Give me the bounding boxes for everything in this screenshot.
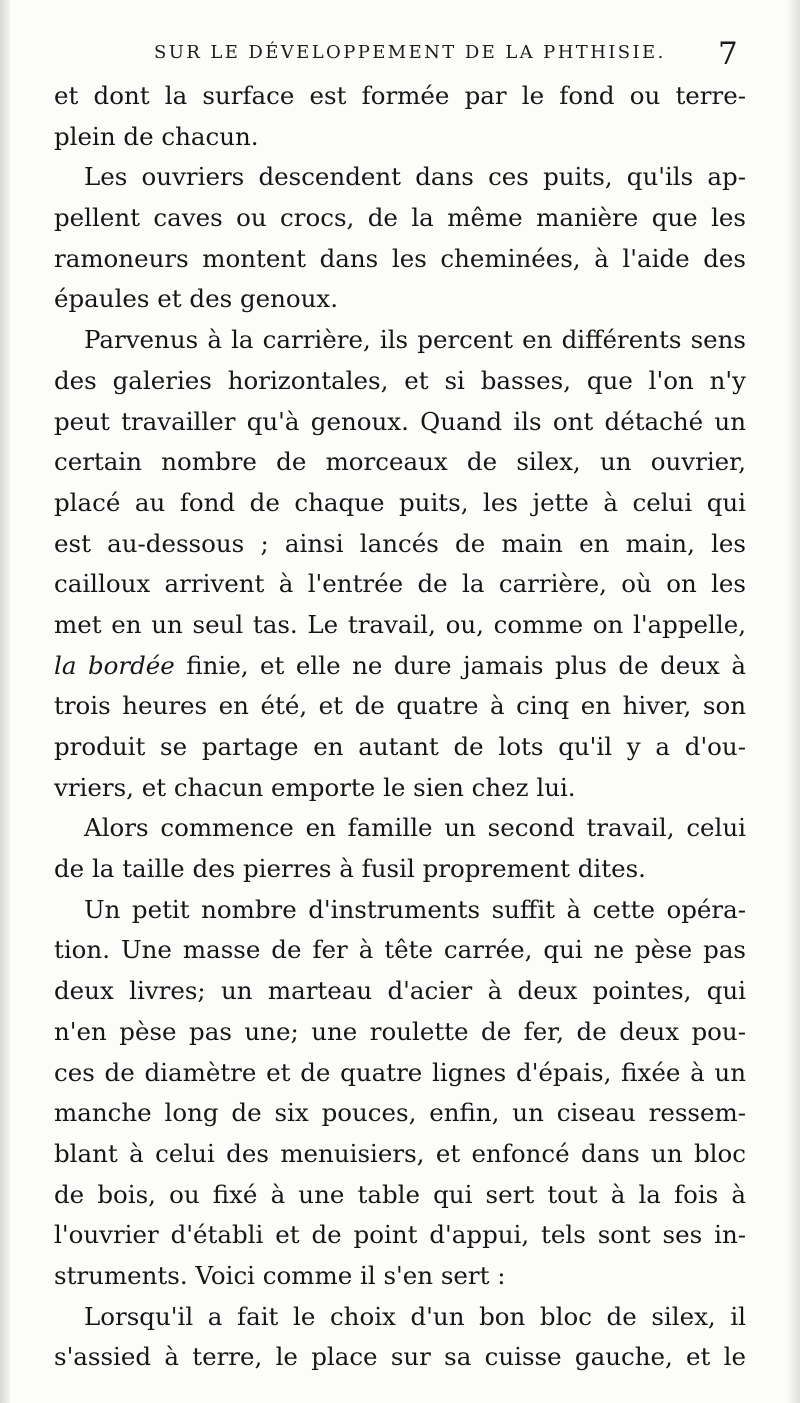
text-line: épaules et des genoux. (54, 284, 339, 314)
text-line: Un petit nombre d'instruments suffit à cette opéra- (84, 894, 746, 924)
text-line-with-italic (54, 646, 746, 687)
text-line: Alors commence en famille un second travail, celui (84, 813, 746, 843)
text-line: Lorsqu'il a fait le choix d'un bon bloc de silex, il (84, 1301, 746, 1331)
text-line: produit se partage en autant de lots qu'il y a d'ou- (54, 732, 746, 761)
text-span: finie, et elle ne dure jamais plus de deux à (174, 650, 746, 680)
text-line: certain nombre de morceaux de silex, un ouvrier, (54, 447, 746, 477)
text-line: tion. Une masse de fer à tête carrée, qui ne pèse pas (54, 935, 746, 965)
text-line: Parvenus à la carrière, ils percent en différents sens (84, 325, 746, 355)
text-line: de bois, ou fixé à une table qui sert tout à la fois à (54, 1179, 746, 1209)
text-line: trois heures en été, et de quatre à cinq en hiver, son (54, 691, 746, 721)
text-line: ces de diamètre et de quatre lignes d'épais, fixée à un (54, 1057, 746, 1087)
running-title: SUR LE DÉVELOPPEMENT DE LA PHTHISIE. (154, 42, 666, 63)
text-line: des galeries horizontales, et si basses, que l'on n'y (54, 365, 746, 395)
text-line: et dont la surface est formée par le fond ou terre- (54, 81, 746, 110)
text-line: ramoneurs montent dans les cheminées, à l'aide des (54, 243, 746, 273)
text-line: struments. Voici comme il s'en sert : (54, 1260, 506, 1290)
page-edge-shadow-right (786, 0, 800, 1403)
text-line: n'en pèse pas une; une roulette de fer, de deux pou- (54, 1016, 746, 1046)
text-line: pellent caves ou crocs, de la même manière que les (54, 203, 746, 233)
text-line: cailloux arrivent à l'entrée de la carrière, où on les (54, 569, 746, 599)
text-line: l'ouvrier d'établi et de point d'appui, tels sont ses in- (54, 1220, 746, 1250)
text-line: deux livres; un marteau d'acier à deux pointes, qui (54, 976, 746, 1006)
page-number: 7 (718, 36, 738, 72)
running-head (0, 38, 800, 70)
text-line: manche long de six pouces, enfin, un ciseau ressem- (54, 1098, 746, 1128)
text-line: placé au fond de chaque puits, les jette à celui qui (54, 487, 746, 517)
text-line: de la taille des pierres à fusil proprement dites. (54, 854, 646, 884)
text-line: vriers, et chacun emporte le sien chez lui. (54, 772, 576, 802)
text-line: est au-dessous ; ainsi lancés de main en main, les (54, 528, 746, 558)
text-line: Les ouvriers descendent dans ces puits, qu'ils ap- (84, 162, 746, 192)
text-line: s'assied à terre, le place sur sa cuisse gauche, et le (54, 1342, 746, 1372)
text-line: met en un seul tas. Le travail, ou, comme on l'appelle, (54, 609, 746, 639)
text-line: peut travailler qu'à genoux. Quand ils ont détaché un (54, 406, 746, 436)
body-text (54, 76, 746, 1378)
text-line: blant à celui des menuisiers, et enfoncé dans un bloc (54, 1138, 746, 1168)
text-line: plein de chacun. (54, 121, 259, 151)
italic-term: la bordée (54, 650, 175, 680)
page-edge-shadow-left (0, 0, 10, 1403)
